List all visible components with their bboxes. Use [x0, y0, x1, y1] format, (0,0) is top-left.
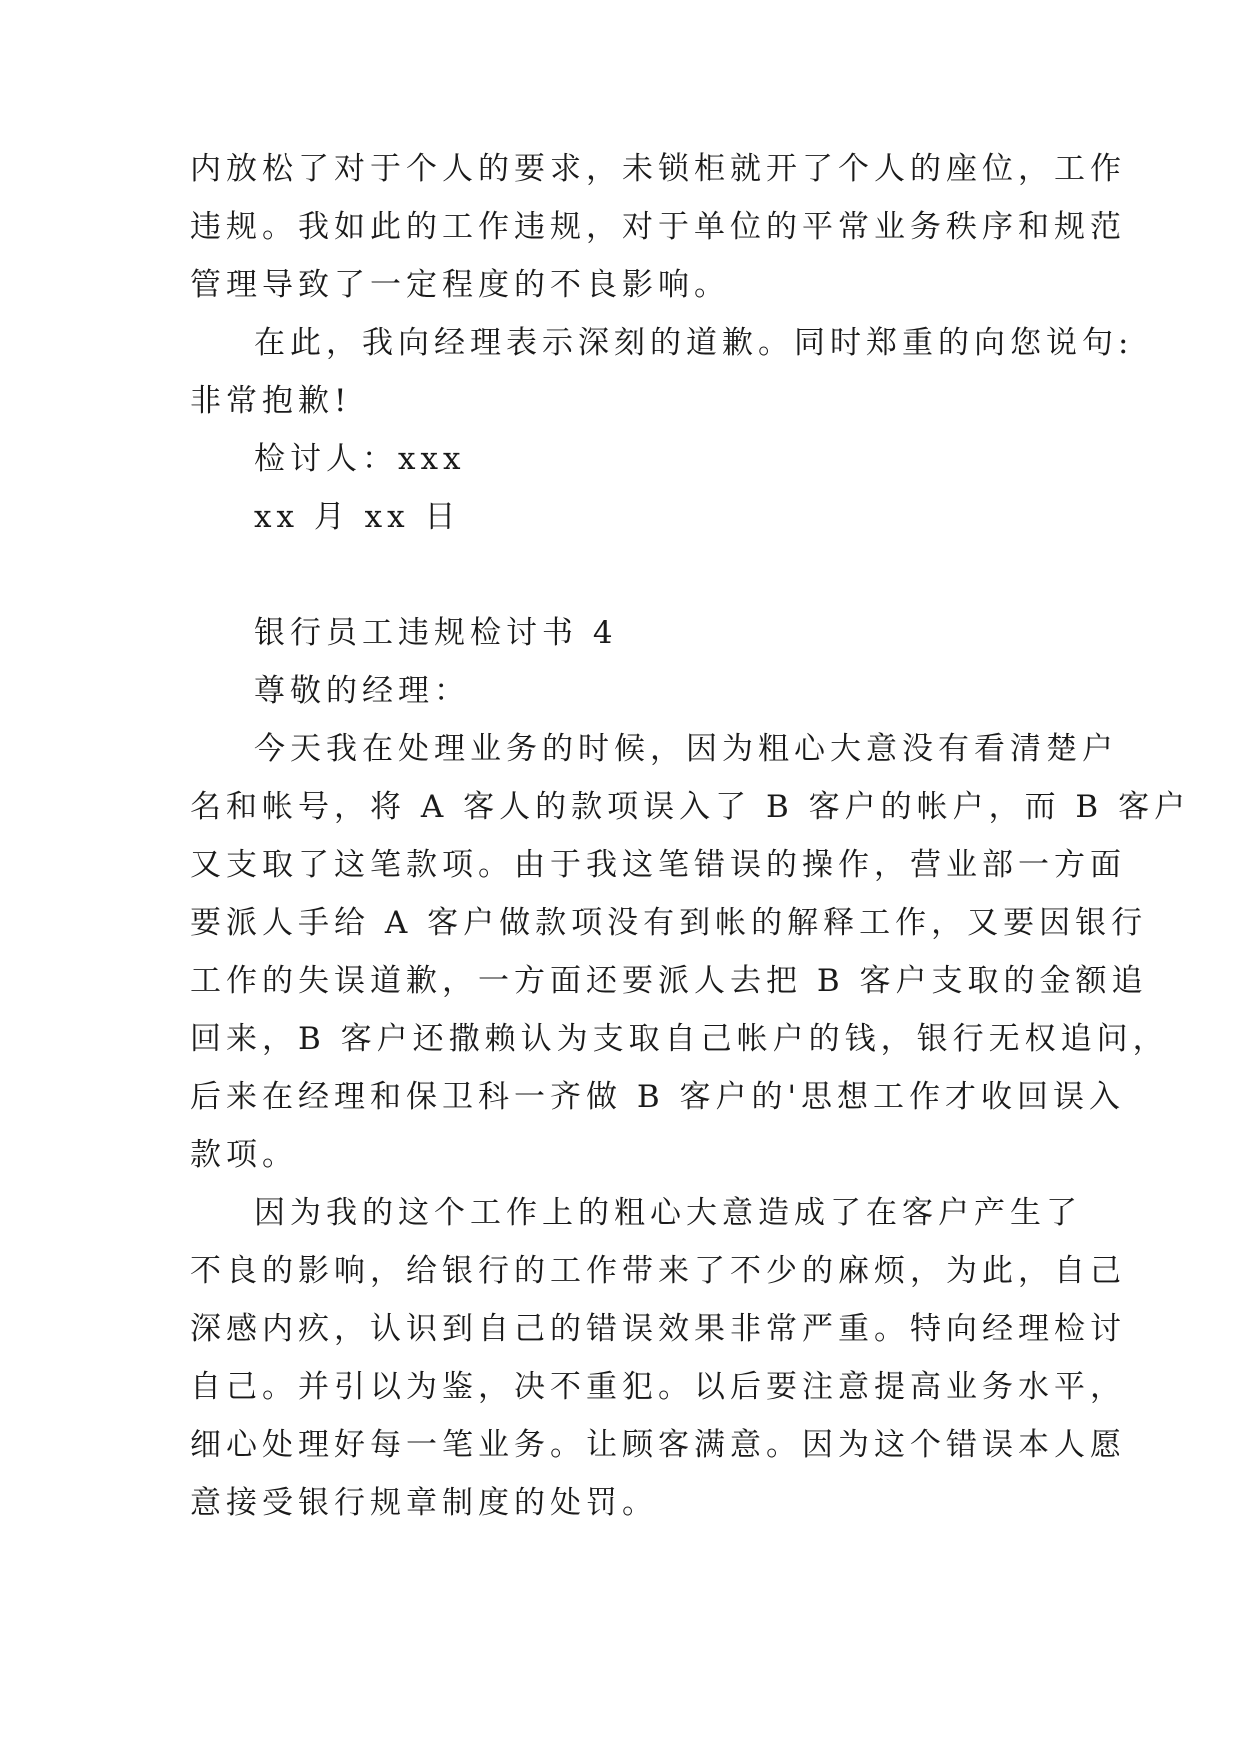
text-line: 又支取了这笔款项。由于我这笔错误的操作，营业部一方面 [190, 847, 1126, 883]
text-line: 非常抱歉! [190, 383, 352, 419]
text-line: 深感内疚，认识到自己的错误效果非常严重。特向经理检讨 [190, 1311, 1126, 1347]
signer-line: 检讨人：xxx [254, 441, 466, 477]
text-line: 名和帐号，将 A 客人的款项误入了 B 客户的帐户，而 B 客户 [190, 789, 1191, 825]
text-line: 意接受银行规章制度的处罚。 [190, 1485, 658, 1521]
text-line: 要派人手给 A 客户做款项没有到帐的解释工作，又要因银行 [190, 905, 1148, 941]
text-line: 违规。我如此的工作违规，对于单位的平常业务秩序和规范 [190, 209, 1126, 245]
text-line: 不良的影响，给银行的工作带来了不少的麻烦，为此，自己 [190, 1253, 1126, 1289]
text-line: 自己。并引以为鉴，决不重犯。以后要注意提高业务水平， [190, 1369, 1126, 1405]
text-line: 款项。 [190, 1137, 298, 1173]
text-line: 后来在经理和保卫科一齐做 B 客户的'思想工作才收回误入 [190, 1079, 1126, 1115]
section-title: 银行员工违规检讨书 4 [254, 615, 618, 651]
text-line: 细心处理好每一笔业务。让顾客满意。因为这个错误本人愿 [190, 1427, 1126, 1463]
text-line: 因为我的这个工作上的粗心大意造成了在客户产生了 [254, 1195, 1082, 1231]
text-line: 今天我在处理业务的时候，因为粗心大意没有看清楚户 [254, 731, 1118, 767]
text-line: 工作的失误道歉，一方面还要派人去把 B 客户支取的金额追 [190, 963, 1148, 999]
text-line: 管理导致了一定程度的不良影响。 [190, 267, 730, 303]
text-line: 内放松了对于个人的要求，未锁柜就开了个人的座位，工作 [190, 151, 1126, 187]
date-line: xx 月 xx 日 [254, 499, 461, 535]
text-line: 在此，我向经理表示深刻的道歉。同时郑重的向您说句: [254, 325, 1134, 361]
text-line: 回来，B 客户还撒赖认为支取自己帐户的钱，银行无权追问， [190, 1021, 1169, 1057]
salutation: 尊敬的经理： [254, 673, 470, 709]
